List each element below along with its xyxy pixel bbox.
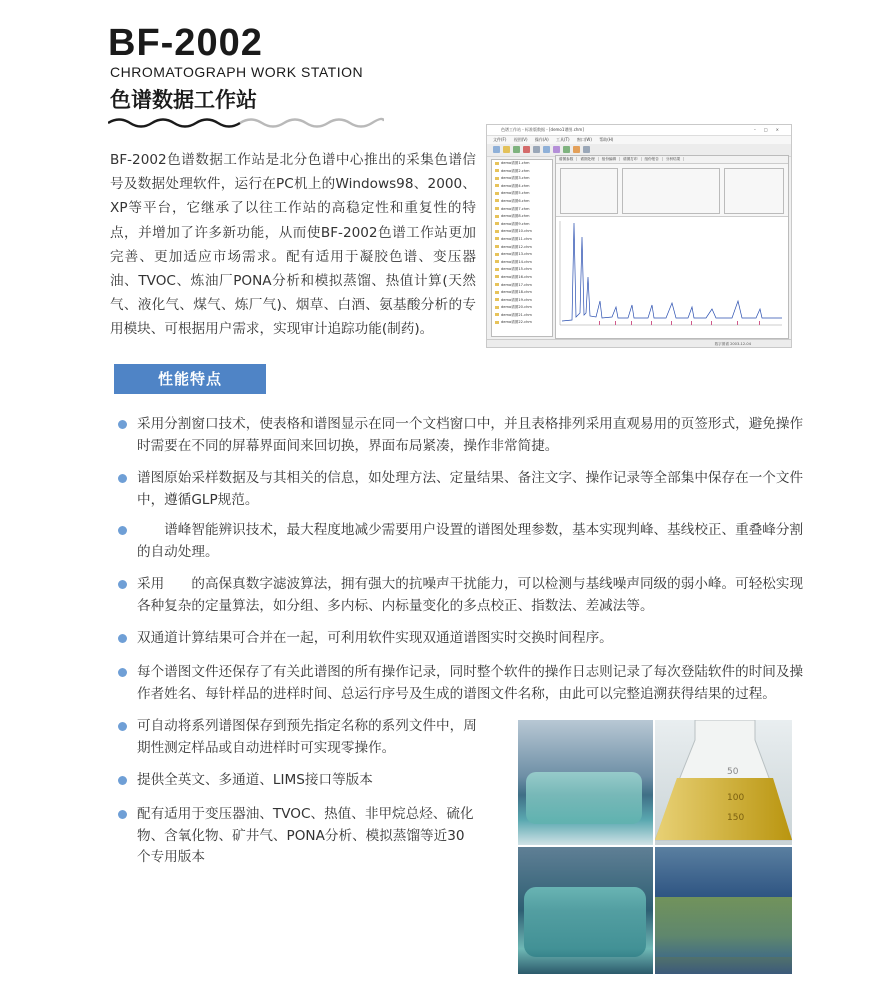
screenshot-tabs <box>556 156 788 164</box>
screenshot-menu-bar <box>487 136 791 144</box>
file-name: demo谱图1.chm <box>501 161 530 165</box>
lab-glassware-photo <box>518 720 792 974</box>
feature-item <box>137 520 805 563</box>
feature-item <box>137 804 477 869</box>
folder-icon <box>495 313 499 316</box>
feature-item <box>137 662 805 705</box>
file-name: demo谱图10.chm <box>501 229 532 234</box>
file-tree-item <box>492 213 552 221</box>
file-tree-item <box>492 289 552 297</box>
file-name: demo谱图13.chm <box>501 252 532 257</box>
toolbar-icon <box>523 146 530 153</box>
screenshot-status-bar: 数字图谱 2003-12-04 <box>487 339 791 347</box>
file-tree-item <box>492 304 552 312</box>
feature-item <box>137 414 805 457</box>
folder-icon <box>495 275 499 278</box>
file-name: demo谱图21.chm <box>501 312 532 317</box>
intro-paragraph: BF-2002色谱数据工作站是北分色谱中心推出的采集色谱信号及数据处理软件，运行在PC机上的Windows98、2000、XP等平台，它继承了以往工作站的高稳定性和重复性的特点，并增加了许多新功能，从而使BF-2002色谱工作站更加完善、更加适应市场需求。配有适用于凝胶色谱、变压器油、TVOC、炼油厂PONA分析和模拟蒸馏、热值计算(天然气、液化气、煤气、炼厂气)、烟草、白酒、氨基酸分析的专用模块、可根据用户需求，实现审计追踪功能(制药)。 <box>110 152 476 338</box>
bullet-icon <box>118 580 127 589</box>
bullet-icon <box>118 722 127 731</box>
window-controls-icon: –□× <box>753 127 787 132</box>
flask-icon <box>655 720 792 845</box>
folder-icon <box>495 283 499 286</box>
option-group <box>724 168 784 214</box>
feature-text: 采用 的高保真数字滤波算法，拥有强大的抗噪声干扰能力，可以检测与基线噪声同级的弱小峰。可轻松实现各种复杂的定量算法，如分组、多内标、内标量变化的多点校正、指数法、差减法等。 <box>137 576 804 614</box>
software-screenshot <box>486 124 792 348</box>
file-name: demo谱图12.chm <box>501 244 532 249</box>
bullet-icon <box>118 420 127 429</box>
file-name: demo谱图19.chm <box>501 297 532 302</box>
file-tree-panel <box>491 159 553 337</box>
folder-icon <box>495 253 499 256</box>
folder-icon <box>495 237 499 240</box>
file-name: demo谱图5.chm <box>501 191 530 196</box>
folder-icon <box>495 162 499 165</box>
tab-label: 谱图处理 <box>577 157 598 161</box>
folder-icon <box>495 245 499 248</box>
tab-label: 分析结果 <box>663 157 684 161</box>
folder-icon <box>495 192 499 195</box>
feature-text: 每个谱图文件还保存了有关此谱图的所有操作记录，同时整个软件的操作日志则记录了每次登陆软件的时间及操作者姓名、每针样品的进样时间、总运行序号及生成的谱图文件名称，由此可以完整追溯获得结果的过程。 <box>137 664 804 702</box>
folder-icon <box>495 215 499 218</box>
folder-icon <box>495 177 499 180</box>
folder-icon <box>495 207 499 210</box>
toolbar-icon <box>513 146 520 153</box>
file-name: demo谱图8.chm <box>501 214 530 219</box>
file-name: demo谱图9.chm <box>501 221 530 226</box>
file-name: demo谱图4.chm <box>501 183 530 188</box>
toolbar-icon <box>533 146 540 153</box>
file-tree-item <box>492 312 552 320</box>
file-tree-item <box>492 206 552 214</box>
file-name: demo谱图14.chm <box>501 259 532 264</box>
folder-icon <box>495 260 499 263</box>
file-tree-item <box>492 168 552 176</box>
feature-text: 可自动将系列谱图保存到预先指定名称的系列文件中，周期性测定样品或自动进样时可实现零操作。 <box>137 718 477 756</box>
file-name: demo谱图11.chm <box>501 236 532 241</box>
folder-icon <box>495 268 499 271</box>
bullet-icon <box>118 668 127 677</box>
file-tree-item <box>492 175 552 183</box>
menu-item: 文件(F) <box>493 137 507 142</box>
file-tree-item <box>492 160 552 168</box>
bullet-icon <box>118 810 127 819</box>
svg-text:150: 150 <box>727 813 745 823</box>
option-group <box>622 168 720 214</box>
feature-text: 谱峰智能辨识技术，最大程度地减少需要用户设置的谱图处理参数，基本实现判峰、基线校正、重叠峰分割的自动处理。 <box>137 522 804 560</box>
toolbar-icon <box>563 146 570 153</box>
wave-divider <box>108 116 384 130</box>
screenshot-window-title: 色谱工作站 - 标准版数据 - [demo1谱图.chm] <box>501 127 584 132</box>
feature-text: 配有适用于变压器油、TVOC、热值、非甲烷总烃、硫化物、含氧化物、矿井气、PONA分析、模拟蒸馏等近30个专用版本 <box>137 806 474 865</box>
folder-icon <box>495 222 499 225</box>
file-tree-item <box>492 236 552 244</box>
feature-item <box>137 574 805 617</box>
folder-icon <box>495 306 499 309</box>
file-tree-item <box>492 282 552 290</box>
chromatogram-panel <box>555 155 789 339</box>
file-tree-item <box>492 183 552 191</box>
product-model: BF-2002 <box>108 22 263 64</box>
tab-label: 谱图打印 <box>620 157 641 161</box>
bullet-icon <box>118 474 127 483</box>
file-tree-item <box>492 259 552 267</box>
chromatogram-plot <box>556 217 786 335</box>
feature-item <box>137 716 477 759</box>
file-name: demo谱图22.chm <box>501 320 532 325</box>
file-name: demo谱图2.chm <box>501 168 530 173</box>
feature-text: 采用分割窗口技术，使表格和谱图显示在同一个文档窗口中，并且表格排列采用直观易用的页签形式，避免操作时需要在不同的屏幕界面间来回切换，界面布局紧凑，操作非常简捷。 <box>137 416 804 454</box>
file-tree-item <box>492 198 552 206</box>
product-title-cn: 色谱数据工作站 <box>110 88 257 112</box>
toolbar-icon <box>573 146 580 153</box>
toolbar-icon <box>553 146 560 153</box>
feature-text: 谱图原始采样数据及与其相关的信息，如处理方法、定量结果、备注文字、操作记录等全部集中保存在一个文件中，遵循GLP规范。 <box>137 470 804 508</box>
feature-item <box>137 468 805 511</box>
bullet-icon <box>118 634 127 643</box>
folder-icon <box>495 184 499 187</box>
bullet-icon <box>118 776 127 785</box>
svg-text:100: 100 <box>727 793 745 803</box>
file-name: demo谱图7.chm <box>501 206 530 211</box>
feature-item <box>137 770 477 792</box>
feature-text: 提供全英文、多通道、LIMS接口等版本 <box>137 772 373 788</box>
option-group <box>560 168 618 214</box>
screenshot-title-bar <box>487 125 791 136</box>
file-name: demo谱图3.chm <box>501 176 530 181</box>
product-subtitle: CHROMATOGRAPH WORK STATION <box>110 64 364 80</box>
file-tree-item <box>492 228 552 236</box>
menu-item: 窗口(W) <box>576 137 592 142</box>
file-tree-item <box>492 221 552 229</box>
menu-item: 操作(A) <box>534 137 549 142</box>
photo-quadrant <box>518 847 653 974</box>
file-tree-item <box>492 190 552 198</box>
feature-text: 双通道计算结果可合并在一起，可利用软件实现双通道谱图实时交换时间程序。 <box>137 630 613 646</box>
folder-icon <box>495 230 499 233</box>
file-tree-item <box>492 251 552 259</box>
bullet-icon <box>118 526 127 535</box>
folder-icon <box>495 199 499 202</box>
file-name: demo谱图6.chm <box>501 198 530 203</box>
toolbar-icon <box>543 146 550 153</box>
toolbar-icon <box>493 146 500 153</box>
photo-quadrant <box>518 720 653 845</box>
tab-label: 组份报告 <box>642 157 663 161</box>
folder-icon <box>495 169 499 172</box>
svg-text:50: 50 <box>727 767 739 777</box>
photo-quadrant <box>655 847 792 974</box>
feature-item <box>137 628 805 650</box>
toolbar-icon <box>503 146 510 153</box>
file-name: demo谱图15.chm <box>501 267 532 272</box>
file-tree-item <box>492 266 552 274</box>
folder-icon <box>495 291 499 294</box>
toolbar-icon <box>583 146 590 153</box>
file-tree-item <box>492 319 552 327</box>
tab-label: 组份编辑 <box>599 157 620 161</box>
file-name: demo谱图16.chm <box>501 274 532 279</box>
menu-item: 帮助(H) <box>599 137 614 142</box>
photo-quadrant <box>655 720 792 845</box>
file-name: demo谱图17.chm <box>501 282 532 287</box>
menu-item: 视图(V) <box>513 137 528 142</box>
menu-item: 工具(T) <box>555 137 570 142</box>
section-label-features: 性能特点 <box>114 364 266 394</box>
file-name: demo谱图20.chm <box>501 305 532 310</box>
settings-panel <box>556 164 788 217</box>
file-name: demo谱图18.chm <box>501 290 532 295</box>
file-tree-item <box>492 244 552 252</box>
file-tree-item <box>492 274 552 282</box>
file-tree-item <box>492 297 552 305</box>
folder-icon <box>495 298 499 301</box>
folder-icon <box>495 321 499 324</box>
tab-label: 谱图参数 <box>556 157 577 161</box>
